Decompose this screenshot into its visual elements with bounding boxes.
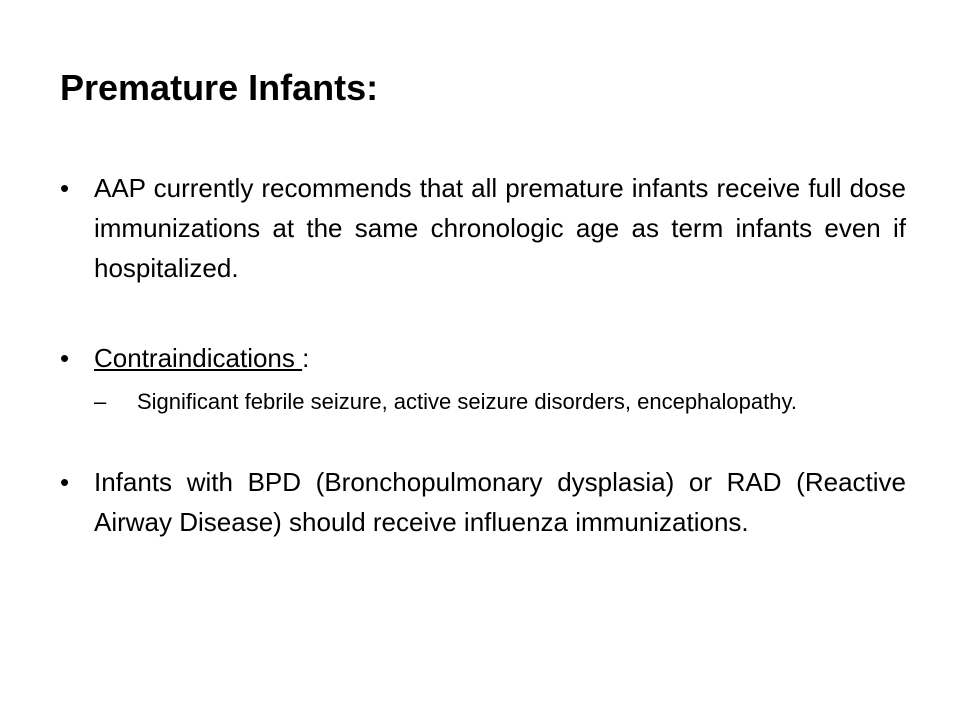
slide-title: Premature Infants:: [60, 67, 379, 108]
contraindications-heading: Contraindications: [94, 343, 303, 373]
dash-icon: –: [94, 389, 107, 414]
bullet-dot-icon: •: [60, 343, 70, 373]
bullet-contraindications: [60, 338, 906, 378]
bullet-text: AAP currently recommends that all premature infants receive full dose immunizations at the same chronologic age as term infants even if hospitalized.: [94, 173, 906, 283]
bullet-dot-icon: •: [60, 467, 70, 497]
slide-body: [60, 168, 906, 542]
bullet-text: Infants with BPD (Bronchopulmonary dysplasia) or RAD (Reactive Airway Disease) should receive influenza immunizations.: [94, 467, 906, 537]
bullet-dot-icon: •: [60, 173, 70, 203]
bullet-premature-immunization: [60, 168, 906, 288]
sub-bullet-text: Significant febrile seizure, active seizure disorders, encephalopathy.: [137, 389, 797, 414]
sub-bullet-contraindication-list: [94, 385, 906, 418]
bullet-bpd-rad-influenza: [60, 462, 906, 542]
heading-colon: :: [302, 343, 310, 373]
